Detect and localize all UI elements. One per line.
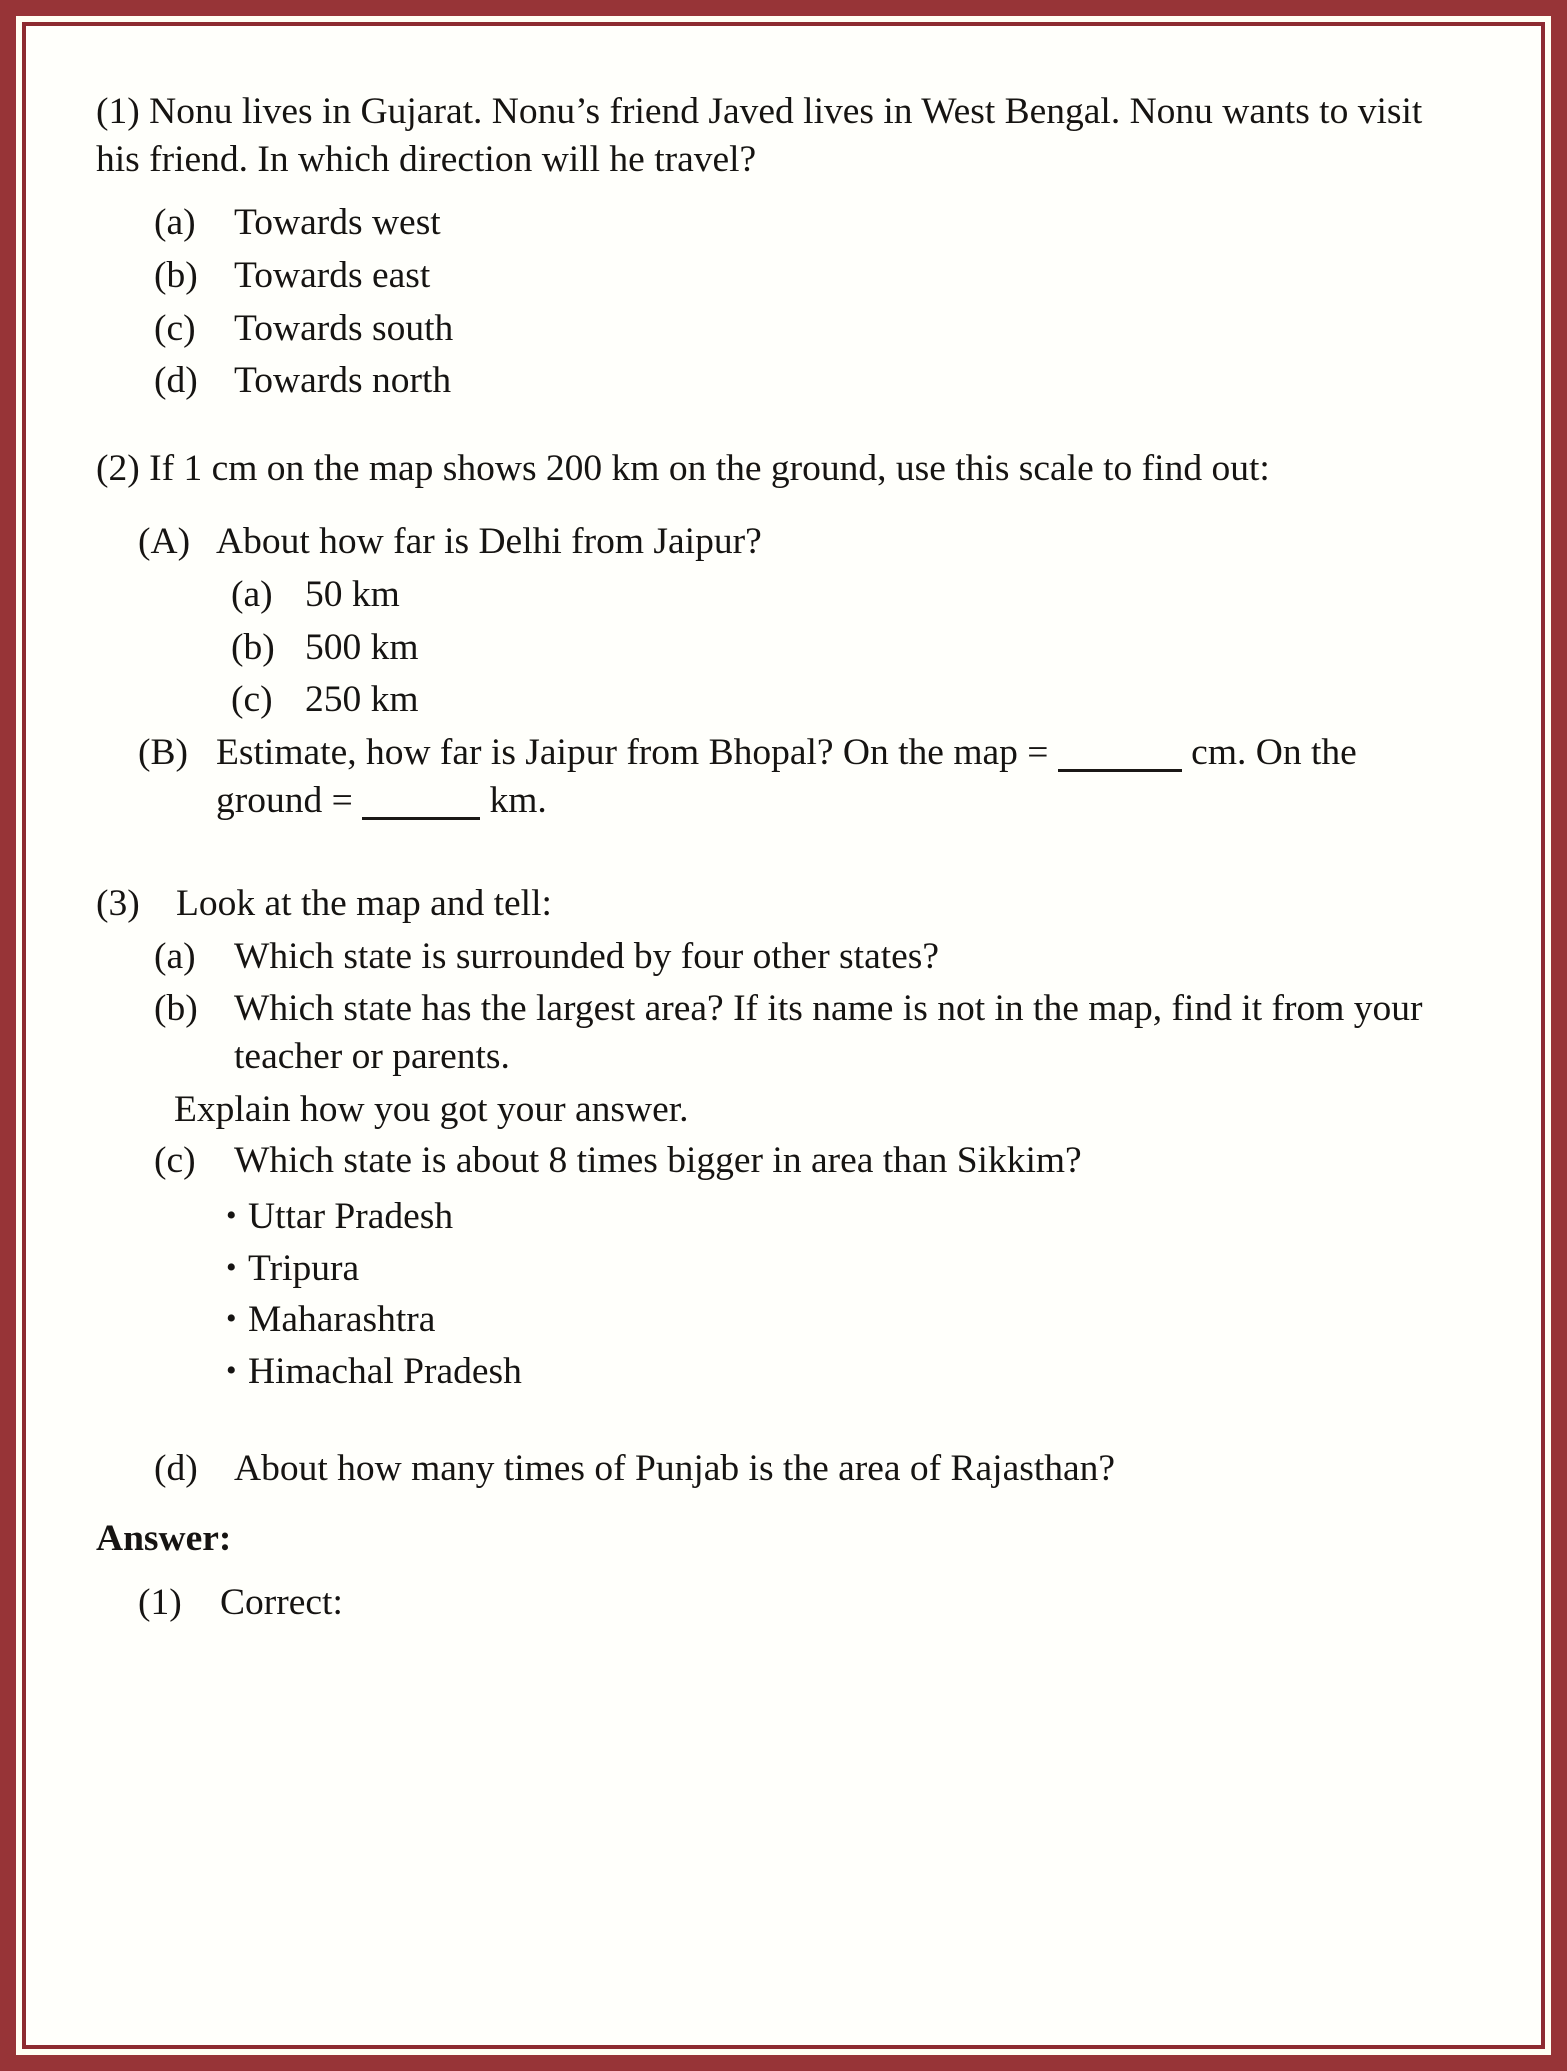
choice-row[interactable] <box>226 1193 1426 1241</box>
question-3-item-c <box>154 1137 1426 1185</box>
option-tag: (a) <box>154 202 196 244</box>
item-tag: (b) <box>154 988 198 1030</box>
option-tag: (a) <box>231 574 273 615</box>
choice-label: Maharashtra <box>248 1299 436 1341</box>
option-label: 500 km <box>305 626 419 668</box>
question-2-part-a <box>138 518 1426 566</box>
fill-blank-ground-km[interactable] <box>362 777 480 819</box>
question-2-part-b <box>138 729 1426 824</box>
question-3-item-c-choices <box>226 1193 1426 1396</box>
option-label: Towards north <box>234 360 452 402</box>
option-label: Towards east <box>234 254 431 296</box>
spacer <box>96 1399 1426 1445</box>
choice-row[interactable] <box>226 1296 1426 1344</box>
question-3-item-a <box>154 933 1426 981</box>
item-text: Which state has the largest area? If its name is not in the map, find it from your teacher or parents. <box>234 988 1423 1077</box>
part-b-tail: km. <box>489 779 547 821</box>
question-3-item-b <box>154 985 1426 1080</box>
question-3-item-b-extra: Explain how you got your answer. <box>174 1088 689 1130</box>
option-row[interactable] <box>231 624 1426 672</box>
question-2-body: If 1 cm on the map shows 200 km on the ground, use this scale to find out: <box>149 447 1270 489</box>
answer-item-number: (1) <box>138 1581 182 1623</box>
worksheet-page <box>26 26 1541 2045</box>
item-text: Which state is about 8 times bigger in area than Sikkim? <box>234 1140 1082 1182</box>
question-1 <box>96 88 1426 405</box>
choice-row[interactable] <box>226 1348 1426 1396</box>
question-3-item-d <box>154 1445 1426 1493</box>
option-row[interactable] <box>154 252 1426 300</box>
option-label: Towards west <box>234 202 441 244</box>
part-tag: (A) <box>138 521 191 563</box>
part-b-middle: cm. On the ground = <box>216 731 1357 821</box>
option-label: 250 km <box>305 679 419 721</box>
question-2 <box>96 445 1426 824</box>
option-label: Towards south <box>234 307 454 349</box>
question-3-number: (3) <box>96 883 140 925</box>
question-3 <box>96 880 1426 1493</box>
answer-heading: Answer: <box>96 1518 232 1559</box>
option-label: 50 km <box>305 574 400 615</box>
question-1-number: (1) <box>96 91 140 132</box>
item-text: About how many times of Punjab is the area of Rajasthan? <box>234 1448 1116 1490</box>
answer-section <box>96 1515 1426 1626</box>
option-tag: (b) <box>154 254 198 296</box>
spacer <box>96 415 1426 445</box>
option-row[interactable] <box>154 357 1426 405</box>
option-tag: (b) <box>231 626 275 668</box>
part-tag: (B) <box>138 731 188 773</box>
item-text: Which state is surrounded by four other states? <box>234 935 940 977</box>
question-2-text <box>96 445 1426 493</box>
bullet-icon: • <box>226 1353 237 1387</box>
item-tag: (a) <box>154 935 196 977</box>
question-3-body: Look at the map and tell: <box>176 883 552 925</box>
answer-item-text: Correct: <box>220 1581 343 1623</box>
item-tag: (d) <box>154 1448 198 1490</box>
spacer <box>96 834 1426 880</box>
choice-label: Tripura <box>248 1247 360 1289</box>
question-1-options <box>154 199 1426 405</box>
spacer <box>96 1503 1426 1515</box>
option-tag: (d) <box>154 360 198 402</box>
question-3-heading <box>96 880 1426 928</box>
option-row[interactable] <box>231 676 1426 724</box>
choice-label: Uttar Pradesh <box>248 1195 454 1237</box>
bullet-icon: • <box>226 1250 237 1284</box>
bullet-icon: • <box>226 1302 237 1336</box>
spacer <box>96 496 1426 518</box>
bullet-icon: • <box>226 1198 237 1232</box>
part-b-lead: Estimate, how far is Jaipur from Bhopal? On the map = <box>216 731 1049 773</box>
option-row[interactable] <box>231 571 1426 619</box>
choice-label: Himachal Pradesh <box>248 1350 522 1392</box>
fill-blank-map-cm[interactable] <box>1058 730 1182 772</box>
option-row[interactable] <box>154 199 1426 247</box>
part-text: About how far is Delhi from Jaipur? <box>216 521 762 563</box>
option-row[interactable] <box>154 305 1426 353</box>
item-tag: (c) <box>154 1140 196 1182</box>
answer-item <box>138 1579 1426 1627</box>
option-tag: (c) <box>154 307 196 349</box>
worksheet-content <box>96 88 1426 1626</box>
question-1-body: Nonu lives in Gujarat. Nonu’s friend Javed lives in West Bengal. Nonu wants to visit his friend. In which direction will he travel? <box>96 91 1423 180</box>
question-1-text <box>96 88 1426 183</box>
choice-row[interactable] <box>226 1245 1426 1293</box>
part-text-with-blanks <box>216 729 1426 824</box>
option-tag: (c) <box>231 679 273 721</box>
question-2-number: (2) <box>96 447 140 489</box>
